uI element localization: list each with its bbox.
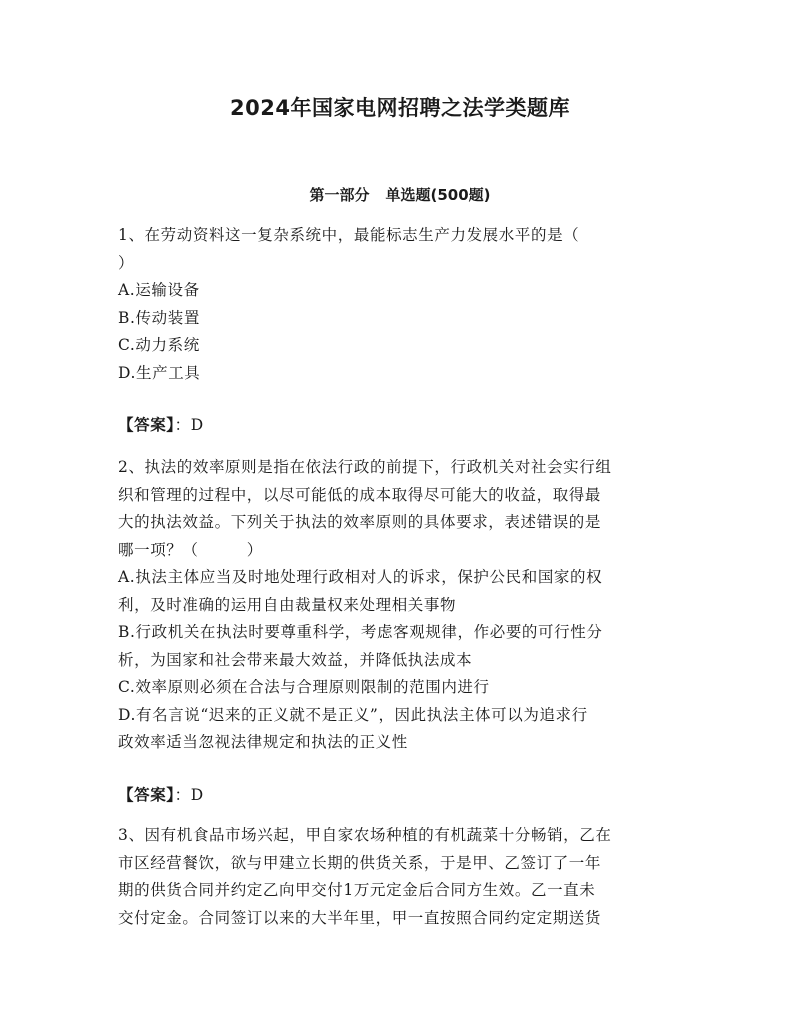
question-1-stem-line-1: 1、在劳动资料这一复杂系统中，最能标志生产力发展水平的是（ — [118, 226, 580, 244]
question-3-stem-line-4: 交付定金。合同签订以来的大半年里，甲一直按照合同约定定期送货 — [118, 908, 602, 927]
question-2-option-b-line-2: 析，为国家和社会带来最大效益，并降低执法成本 — [118, 650, 473, 669]
question-2-option-a-line-1: A.执法主体应当及时地处理行政相对人的诉求，保护公民和国家的权 — [118, 568, 603, 586]
question-3-stem-line-2: 市区经营餐饮，欲与甲建立长期的供货关系，于是甲、乙签订了一年 — [118, 853, 602, 872]
answer-label: 【答案】 — [118, 786, 175, 804]
question-2-answer — [118, 782, 688, 810]
question-2-stem-line-2: 织和管理的过程中，以尽可能低的成本取得尽可能大的收益，取得最 — [118, 485, 602, 504]
question-2-option-d-line-1: D.有名言说“迟来的正义就不是正义”，因此执法主体可以为追求行 — [118, 705, 588, 724]
question-1 — [118, 222, 688, 387]
question-1-option-c: C.动力系统 — [118, 336, 200, 354]
question-2-stem-line-3: 大的执法效益。下列关于执法的效率原则的具体要求，表述错误的是 — [118, 513, 602, 531]
question-2-stem-line-1: 2、执法的效率原则是指在依法行政的前提下，行政机关对社会实行组 — [118, 458, 612, 476]
section-name: 单选题(500题) — [385, 186, 491, 204]
question-3-stem-line-1: 3、因有机食品市场兴起，甲自家农场种植的有机蔬菜十分畅销，乙在 — [118, 826, 612, 844]
answer-value: D — [190, 786, 204, 804]
question-2-option-a-line-2: 利，及时准确的运用自由裁量权来处理相关事物 — [118, 595, 457, 614]
answer-value: D — [190, 416, 204, 434]
question-2-option-b-line-1: B.行政机关在执法时要尊重科学，考虑客观规律，作必要的可行性分 — [118, 623, 603, 641]
question-1-stem-line-2: ） — [118, 253, 135, 272]
answer-colon: ： — [174, 416, 191, 434]
question-1-option-b: B.传动装置 — [118, 308, 200, 327]
question-1-option-d: D.生产工具 — [118, 363, 201, 382]
section-heading — [0, 184, 800, 205]
question-2-option-d-line-2: 政效率适当忽视法律规定和执法的正义性 — [118, 733, 408, 751]
question-1-answer — [118, 412, 688, 440]
question-2-option-c: C.效率原则必须在合法与合理原则限制的范围内进行 — [118, 678, 490, 696]
section-part: 第一部分 — [309, 186, 370, 204]
question-1-option-a: A.运输设备 — [118, 281, 200, 299]
question-2-stem-line-4: 哪一项？（ ） — [118, 540, 263, 559]
question-2 — [118, 454, 688, 757]
question-3 — [118, 822, 688, 932]
answer-label: 【答案】 — [118, 416, 175, 434]
answer-colon: ： — [174, 786, 191, 804]
question-3-stem-line-3: 期的供货合同并约定乙向甲交付1万元定金后合同方生效。乙一直未 — [118, 881, 596, 899]
document-title: 2024年国家电网招聘之法学类题库 — [230, 96, 570, 120]
